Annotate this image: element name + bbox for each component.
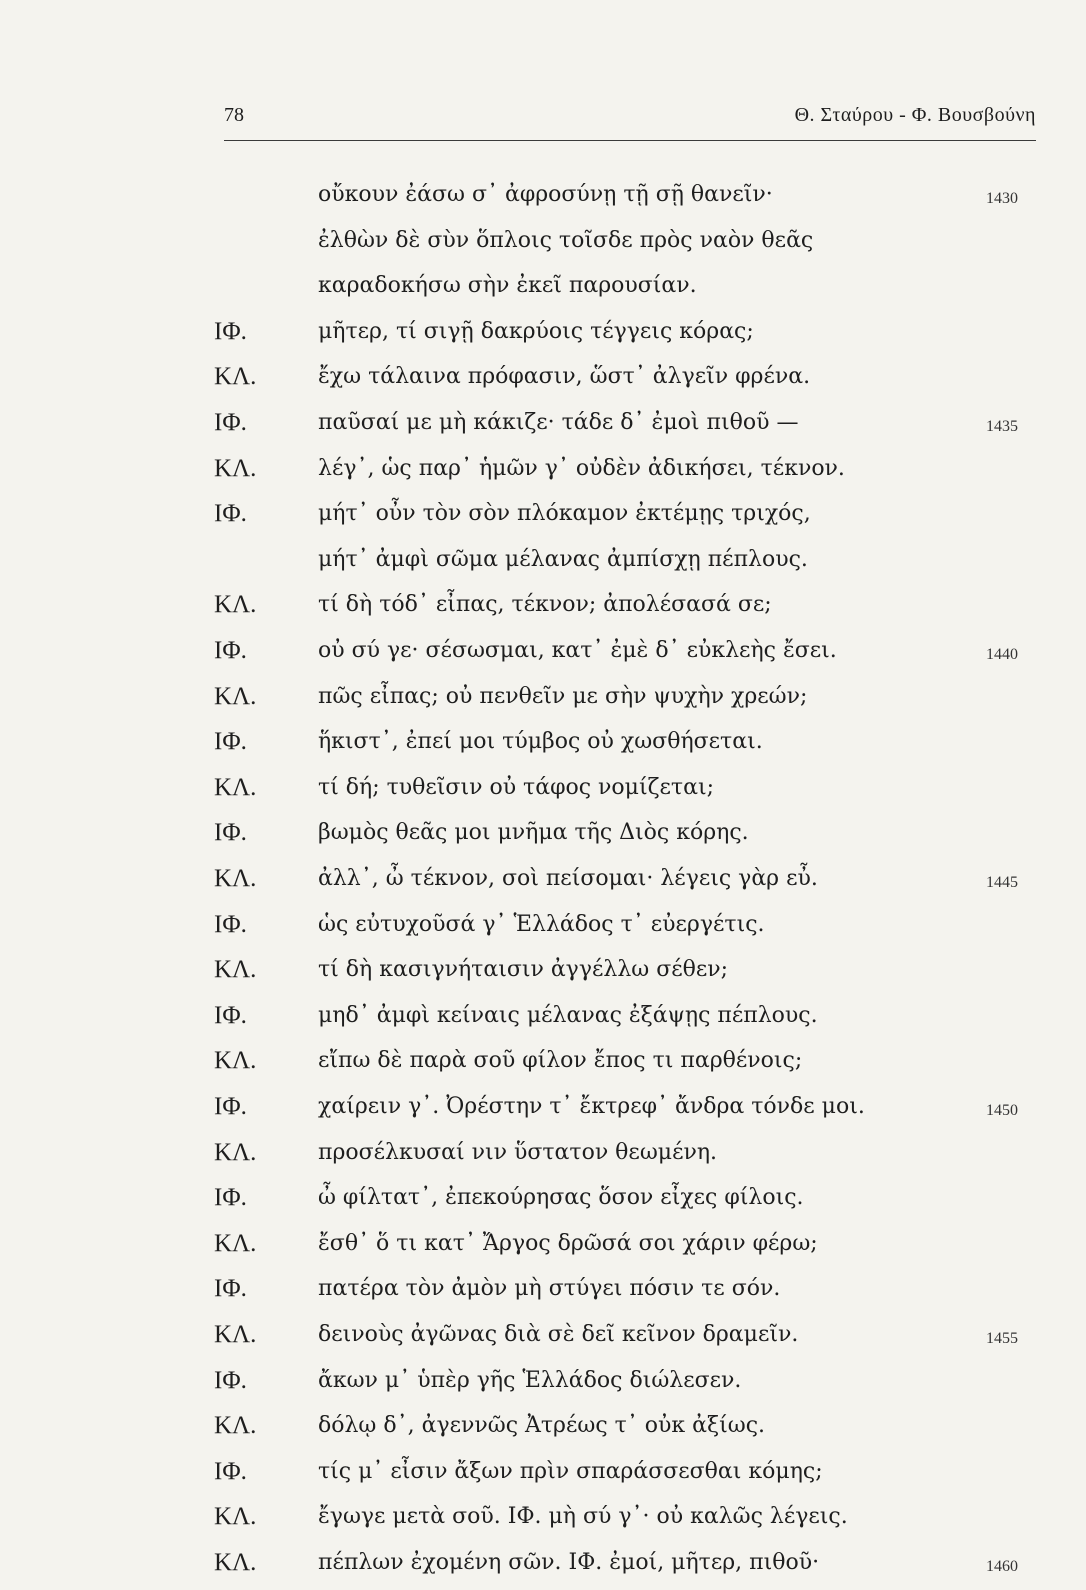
- speaker-label: ΚΛ.: [214, 773, 257, 801]
- verse-text: παῦσαί με μὴ κάκιζε· τάδε δ᾽ ἐμοὶ πιθοῦ —: [318, 410, 799, 435]
- verse-line: [0, 1494, 1086, 1540]
- verse-line: [0, 856, 1086, 902]
- speaker-label: ΙΦ.: [214, 1093, 247, 1120]
- speaker-label: ΚΛ.: [214, 1503, 257, 1531]
- line-number: 1440: [986, 646, 1018, 663]
- speaker-label: ΙΦ.: [214, 1275, 247, 1303]
- verse-text: ὡς εὐτυχοῦσά γ᾽ Ἑλλάδος τ᾽ εὐεργέτις.: [318, 911, 765, 937]
- speaker-label: ΙΦ.: [214, 910, 247, 938]
- verse-text: τί δὴ τόδ᾽ εἶπας, τέκνον; ἀπολέσασά σε;: [318, 592, 772, 618]
- verse-text: δόλῳ δ᾽, ἀγεννῶς Ἀτρέως τ᾽ οὐκ ἀξίως.: [318, 1413, 766, 1439]
- speaker-label: ΚΛ.: [214, 1138, 257, 1166]
- verse-line: [0, 1449, 1086, 1495]
- verse-line: [0, 1540, 1086, 1586]
- speaker-label: ΚΛ.: [214, 682, 257, 710]
- verse-line: [0, 628, 1086, 674]
- speaker-label: ΙΦ.: [214, 1001, 247, 1029]
- speaker-label: ΚΛ.: [214, 1321, 257, 1348]
- verse-line: [0, 1312, 1086, 1358]
- verse-line: [0, 218, 1086, 264]
- verse-text: μηδ᾽ ἀμφὶ κείναις μέλανας ἐξάψῃς πέπλους.: [318, 1002, 818, 1028]
- verse-text: προσέλκυσαί νιν ὕστατον θεωμένη.: [318, 1139, 718, 1165]
- verse-line: [0, 1084, 1086, 1130]
- speaker-label: ΙΦ.: [214, 500, 247, 528]
- speaker-label: ΚΛ.: [214, 1047, 257, 1075]
- running-head: Θ. Σταύρου - Φ. Βουσβούνη: [794, 104, 1036, 126]
- verse-text: δεινοὺς ἀγῶνας διὰ σὲ δεῖ κεῖνον δραμεῖν.: [318, 1322, 799, 1347]
- verse-line: [0, 446, 1086, 492]
- speaker-label: ΙΦ.: [214, 1366, 247, 1394]
- speaker-label: ΙΦ.: [214, 1184, 247, 1212]
- verse-text: εἴπω δὲ παρὰ σοῦ φίλον ἔπος τι παρθένοις;: [318, 1048, 803, 1074]
- verse-text: βωμὸς θεᾶς μοι μνῆμα τῆς Διὸς κόρης.: [318, 820, 749, 846]
- verse-text: μήτ᾽ ἀμφὶ σῶμα μέλανας ἀμπίσχῃ πέπλους.: [318, 546, 808, 572]
- verse-line: [0, 263, 1086, 309]
- verse-line: [0, 537, 1086, 583]
- verse-text: χαίρειν γ᾽. Ὀρέστην τ᾽ ἔκτρεφ᾽ ἄνδρα τόνδε μοι.: [318, 1094, 865, 1119]
- speaker-label: ΚΛ.: [214, 591, 257, 619]
- verse-text: μήτ᾽ οὖν τὸν σὸν πλόκαμον ἐκτέμῃς τριχός,: [318, 501, 811, 527]
- verse-text: ἀλλ᾽, ὦ τέκνον, σοὶ πείσομαι· λέγεις γὰρ εὖ.: [318, 866, 818, 891]
- line-number: 1435: [986, 418, 1018, 435]
- speaker-label: ΚΛ.: [214, 1229, 257, 1257]
- line-number: 1460: [986, 1558, 1018, 1575]
- line-number: 1430: [986, 190, 1018, 207]
- verse-text: καραδοκήσω σὴν ἐκεῖ παρουσίαν.: [318, 273, 697, 299]
- speaker-label: ΚΛ.: [214, 454, 257, 482]
- verse-text: ὦ φίλτατ᾽, ἐπεκούρησας ὅσον εἶχες φίλοις.: [318, 1185, 804, 1211]
- line-number: 1455: [986, 1330, 1018, 1347]
- verse-line: [0, 400, 1086, 446]
- speaker-label: ΙΦ.: [214, 317, 247, 345]
- verse-line: [0, 582, 1086, 628]
- verse-text: ἔγωγε μετὰ σοῦ. ΙΦ. μὴ σύ γ᾽· οὐ καλῶς λέγεις.: [318, 1504, 848, 1530]
- verse-text: τί δή; τυθεῖσιν οὐ τάφος νομίζεται;: [318, 774, 714, 800]
- verse-line: [0, 719, 1086, 765]
- verse-text: ἐλθὼν δὲ σὺν ὅπλοις τοῖσδε πρὸς ναὸν θεᾶς: [318, 227, 814, 253]
- verse-text: οὐ σύ γε· σέσωσμαι, κατ᾽ ἐμὲ δ᾽ εὐκλεὴς ἔσει.: [318, 638, 837, 663]
- verse-text: ἥκιστ᾽, ἐπεί μοι τύμβος οὐ χωσθήσεται.: [318, 729, 763, 755]
- verse-line: [0, 810, 1086, 856]
- verse-line: [0, 902, 1086, 948]
- verse-line: [0, 309, 1086, 355]
- speaker-label: ΙΦ.: [214, 1457, 247, 1485]
- speaker-label: ΙΦ.: [214, 728, 247, 756]
- verse-text: μῆτερ, τί σιγῇ δακρύοις τέγγεις κόρας;: [318, 318, 754, 344]
- speaker-label: ΙΦ.: [214, 637, 247, 664]
- verse-text: ἄκων μ᾽ ὑπὲρ γῆς Ἑλλάδος διώλεσεν.: [318, 1367, 742, 1393]
- speaker-label: ΚΛ.: [214, 1412, 257, 1440]
- verse-text: τίς μ᾽ εἶσιν ἄξων πρὶν σπαράσσεσθαι κόμης;: [318, 1458, 823, 1484]
- verse-line: [0, 172, 1086, 218]
- speaker-label: ΙΦ.: [214, 819, 247, 847]
- verse-line: [0, 1358, 1086, 1404]
- verse-text: πέπλων ἐχομένη σῶν. ΙΦ. ἐμοί, μῆτερ, πιθοῦ·: [318, 1550, 820, 1575]
- verse-line: [0, 491, 1086, 537]
- verse-line: [0, 1266, 1086, 1312]
- verse-line: [0, 765, 1086, 811]
- verse-line: [0, 947, 1086, 993]
- verse-text: ἔσθ᾽ ὅ τι κατ᾽ Ἄργος δρῶσά σοι χάριν φέρω;: [318, 1230, 818, 1256]
- verse-text: πῶς εἶπας; οὐ πενθεῖν με σὴν ψυχὴν χρεών;: [318, 683, 808, 709]
- verse-text: ἔχω τάλαινα πρόφασιν, ὥστ᾽ ἀλγεῖν φρένα.: [318, 364, 811, 390]
- verse-line: [0, 1038, 1086, 1084]
- verse-line: [0, 674, 1086, 720]
- line-number: 1445: [986, 874, 1018, 891]
- verse-line: [0, 1221, 1086, 1267]
- verse-text: τί δὴ κασιγνήταισιν ἀγγέλλω σέθεν;: [318, 957, 729, 983]
- verse-line: [0, 1130, 1086, 1176]
- verse-text: οὔκουν ἐάσω σ᾽ ἀφροσύνῃ τῇ σῇ θανεῖν·: [318, 182, 773, 207]
- verse-line: [0, 1403, 1086, 1449]
- verse-line: [0, 1175, 1086, 1221]
- speaker-label: ΚΛ.: [214, 363, 257, 391]
- speaker-label: ΚΛ.: [214, 956, 257, 984]
- speaker-label: ΙΦ.: [214, 409, 247, 436]
- verse-line: [0, 993, 1086, 1039]
- line-number: 1450: [986, 1102, 1018, 1119]
- page-number: 78: [224, 104, 244, 126]
- speaker-label: ΚΛ.: [214, 865, 257, 892]
- verse-line: [0, 354, 1086, 400]
- verse-text: λέγ᾽, ὡς παρ᾽ ἡμῶν γ᾽ οὐδὲν ἀδικήσει, τέκνον.: [318, 455, 845, 481]
- speaker-label: ΚΛ.: [214, 1549, 257, 1576]
- verse-text: πατέρα τὸν ἀμὸν μὴ στύγει πόσιν τε σόν.: [318, 1276, 781, 1302]
